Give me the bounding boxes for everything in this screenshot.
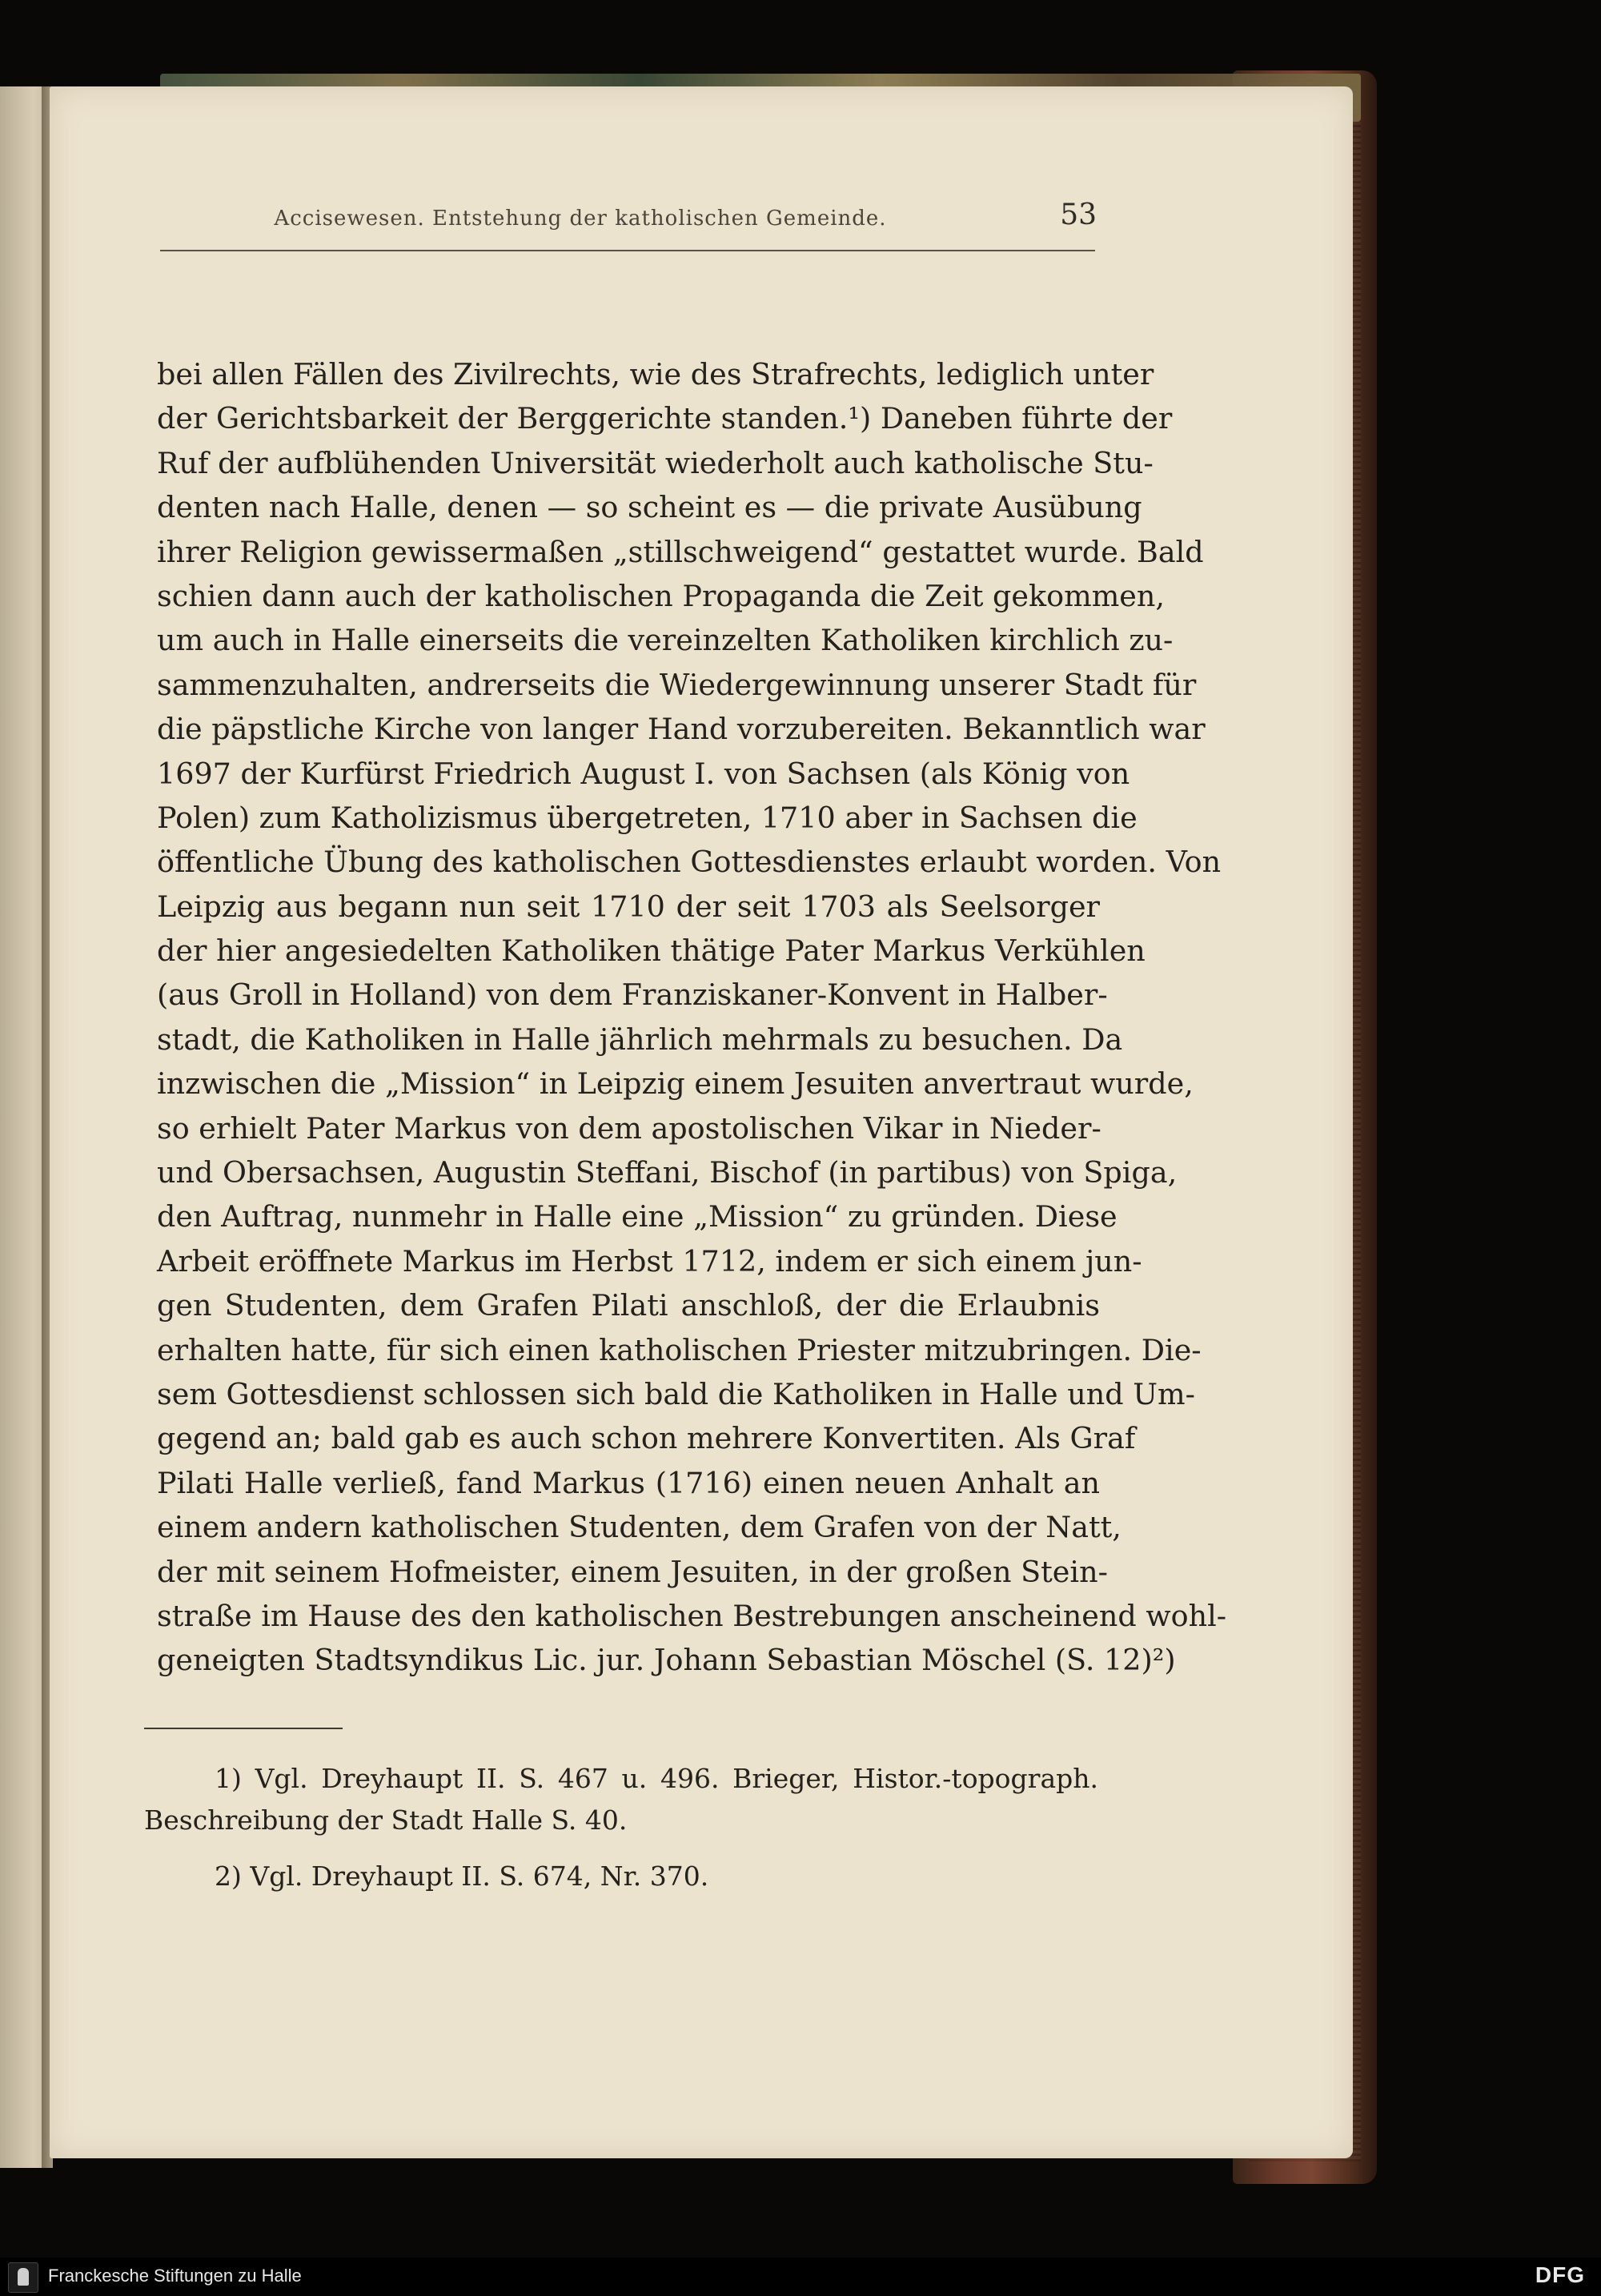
body-line: die päpstliche Kirche von langer Hand vorzubereiten. Bekanntlich war	[157, 712, 1206, 747]
body-line: 1697 der Kurfürst Friedrich August I. von Sachsen (als König von	[157, 756, 1130, 791]
institution-name: Franckesche Stiftungen zu Halle	[48, 2266, 302, 2286]
body-line: um auch in Halle einerseits die vereinzelten Katholiken kirchlich zu-	[157, 623, 1174, 658]
body-line: geneigten Stadtsyndikus Lic. jur. Johann Sebastian Möschel (S. 12)²)	[157, 1643, 1176, 1678]
footnotes	[144, 1758, 1098, 1897]
body-line: sem Gottesdienst schlossen sich bald die Katholiken in Halle und Um-	[157, 1376, 1195, 1411]
body-line: sammenzuhalten, andrerseits die Wiedergewinnung unserer Stadt für	[157, 667, 1197, 702]
body-line: Polen) zum Katholizismus übergetreten, 1710 aber in Sachsen die	[157, 800, 1138, 835]
body-line: Arbeit eröffnete Markus im Herbst 1712, indem er sich einem jun-	[157, 1243, 1142, 1278]
running-head-title: Accisewesen. Entstehung der katholischen Gemeinde.	[274, 207, 887, 231]
dfg-logo: DFG	[1535, 2262, 1585, 2287]
body-line: ihrer Religion gewissermaßen „stillschweigend“ gestattet wurde. Bald	[157, 534, 1204, 569]
header-rule	[160, 250, 1095, 251]
body-line: Leipzig aus begann nun seit 1710 der seit 1703 als Seelsorger	[157, 889, 1100, 924]
footer-bar	[0, 2258, 1601, 2296]
body-line: der Gerichtsbarkeit der Berggerichte standen.¹) Daneben führte der	[157, 401, 1173, 436]
body-line: und Obersachsen, Augustin Steffani, Bischof (in partibus) von Spiga,	[157, 1155, 1178, 1190]
body-line: einem andern katholischen Studenten, dem Grafen von der Natt,	[157, 1510, 1122, 1545]
footnote-1-line-2: Beschreibung der Stadt Halle S. 40.	[144, 1804, 628, 1836]
body-line: so erhielt Pater Markus von dem apostolischen Vikar in Nieder-	[157, 1110, 1101, 1146]
body-line: stadt, die Katholiken in Halle jährlich mehrmals zu besuchen. Da	[157, 1022, 1123, 1057]
body-line: denten nach Halle, denen — so scheint es — die private Ausübung	[157, 490, 1142, 525]
body-line: inzwischen die „Mission“ in Leipzig einem Jesuiten anvertraut wurde,	[157, 1066, 1194, 1102]
body-line: der hier angesiedelten Katholiken thätige Pater Markus Verkühlen	[157, 933, 1146, 969]
footnote-2: 2) Vgl. Dreyhaupt II. S. 674, Nr. 370.	[215, 1860, 709, 1892]
body-line: Ruf der aufblühenden Universität wiederholt auch katholische Stu-	[157, 445, 1154, 480]
footnote-gap	[144, 1841, 1098, 1856]
body-text	[157, 352, 1227, 1683]
body-line: gen Studenten, dem Grafen Pilati anschloß, der die Erlaubnis	[157, 1288, 1100, 1323]
body-line: erhalten hatte, für sich einen katholischen Priester mitzubringen. Die-	[157, 1332, 1202, 1367]
institution-logo-icon	[8, 2262, 38, 2293]
body-line: Pilati Halle verließ, fand Markus (1716) einen neuen Anhalt an	[157, 1465, 1100, 1500]
page-number: 53	[1060, 199, 1097, 231]
footnote-1-line-1: 1) Vgl. Dreyhaupt II. S. 467 u. 496. Brieger, Histor.-topograph.	[215, 1763, 1098, 1794]
body-line: öffentliche Übung des katholischen Gottesdienstes erlaubt worden. Von	[157, 845, 1222, 880]
body-line: gegend an; bald gab es auch schon mehrere Konvertiten. Als Graf	[157, 1421, 1136, 1456]
previous-page-edge	[0, 86, 48, 2168]
body-line: schien dann auch der katholischen Propaganda die Zeit gekommen,	[157, 578, 1166, 613]
body-line: bei allen Fällen des Zivilrechts, wie des Strafrechts, lediglich unter	[157, 357, 1154, 391]
body-line: der mit seinem Hofmeister, einem Jesuiten, in der großen Stein-	[157, 1554, 1108, 1589]
running-head	[160, 192, 1097, 248]
footnote-rule	[144, 1728, 343, 1729]
body-line: (aus Groll in Holland) von dem Franziskaner-Konvent in Halber-	[157, 977, 1108, 1013]
body-line: straße im Hause des den katholischen Bestrebungen anscheinend wohl-	[157, 1598, 1227, 1633]
body-line: den Auftrag, nunmehr in Halle eine „Mission“ zu gründen. Diese	[157, 1199, 1117, 1234]
